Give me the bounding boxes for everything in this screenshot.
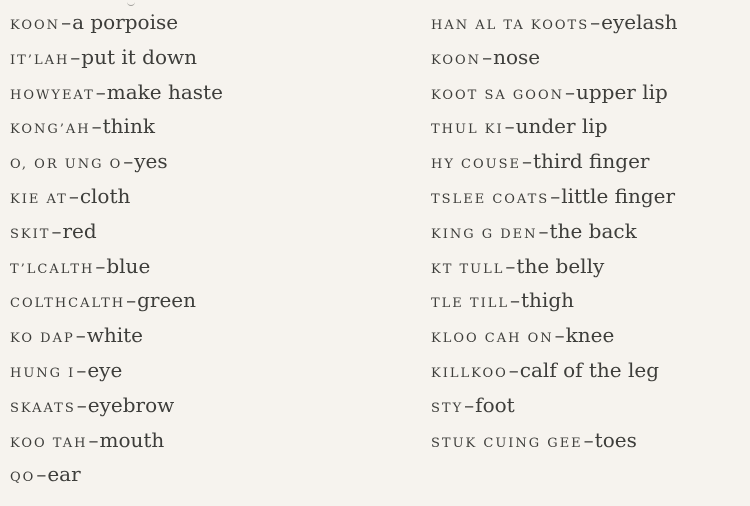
native-term: KILLKOO	[431, 365, 508, 381]
native-term: HOWYEAT	[10, 87, 95, 103]
separator-dash: –	[76, 357, 87, 382]
english-meaning: mouth	[99, 427, 165, 452]
english-meaning: knee	[565, 323, 615, 348]
glossary-entry	[431, 144, 678, 179]
glossary-entry	[10, 40, 223, 75]
glossary-entry	[431, 40, 678, 75]
native-term: KOON	[10, 18, 61, 33]
english-meaning: the back	[549, 218, 637, 243]
separator-dash: –	[70, 44, 81, 69]
separator-dash: –	[68, 183, 79, 208]
english-meaning: make haste	[106, 79, 223, 104]
glossary-entry	[10, 423, 223, 458]
separator-dash: –	[36, 462, 47, 487]
glossary-entry	[10, 75, 223, 110]
glossary-entry	[431, 423, 678, 458]
separator-dash: –	[76, 392, 87, 417]
native-term: HUNG I	[10, 365, 76, 381]
glossary-entry	[431, 353, 678, 388]
english-meaning: little finger	[561, 183, 676, 208]
separator-dash: –	[554, 323, 565, 348]
separator-dash: –	[95, 253, 106, 278]
native-term: KONG’AH	[10, 122, 91, 138]
separator-dash: –	[126, 288, 137, 313]
glossary-entry	[10, 179, 223, 214]
glossary-entry	[431, 214, 678, 249]
native-term: SKIT	[10, 226, 51, 242]
native-term: KOON	[431, 52, 482, 68]
native-term: TLE TILL	[431, 296, 509, 312]
native-term: KO DAP	[10, 331, 75, 347]
glossary-entry	[431, 5, 678, 40]
native-term: STUK CUING GEE	[431, 435, 583, 451]
separator-dash: –	[583, 427, 594, 452]
native-term: STY	[431, 400, 464, 416]
glossary-entry	[10, 388, 223, 423]
english-meaning: red	[62, 218, 97, 243]
separator-dash: –	[504, 114, 515, 139]
native-term: KING G DEN	[431, 226, 538, 242]
english-meaning: the belly	[516, 253, 605, 278]
english-meaning: cloth	[79, 183, 131, 208]
glossary-entry	[431, 179, 678, 214]
english-meaning: thigh	[521, 288, 574, 313]
glossary-entry	[431, 109, 678, 144]
glossary-entry	[431, 283, 678, 318]
separator-dash: –	[522, 149, 533, 174]
glossary-entry	[10, 457, 223, 492]
english-meaning: upper lip	[575, 79, 668, 104]
glossary-entry	[431, 249, 678, 284]
glossary-entry	[10, 283, 223, 318]
separator-dash: –	[51, 218, 62, 243]
glossary-entry	[431, 75, 678, 110]
separator-dash: –	[95, 79, 106, 104]
native-term: KOOT SA GOON	[431, 87, 564, 103]
native-term: KLOO CAH ON	[431, 331, 554, 347]
english-meaning: eyebrow	[87, 392, 175, 417]
right-glossary-column	[431, 0, 678, 457]
separator-dash: –	[564, 79, 575, 104]
glossary-entry	[10, 318, 223, 353]
separator-dash: –	[123, 149, 134, 174]
native-term: KIE AT	[10, 191, 68, 207]
native-term: THUL KI	[431, 122, 504, 138]
native-term: COLTHCALTH	[10, 296, 126, 312]
native-term: QO	[10, 470, 36, 486]
left-glossary-column	[10, 0, 223, 492]
english-meaning: under lip	[515, 114, 608, 139]
english-meaning: eye	[87, 357, 123, 382]
english-meaning: toes	[594, 427, 637, 452]
english-meaning: think	[102, 114, 155, 139]
separator-dash: –	[550, 183, 561, 208]
separator-dash: –	[88, 427, 99, 452]
glossary-entry	[10, 353, 223, 388]
separator-dash: –	[505, 253, 516, 278]
english-meaning: put it down	[81, 44, 198, 69]
glossary-entry	[10, 214, 223, 249]
native-term: IT’LAH	[10, 52, 70, 68]
native-term: HY COUSE	[431, 157, 522, 173]
english-meaning: nose	[493, 44, 541, 69]
separator-dash: –	[508, 357, 519, 382]
english-meaning: yes	[134, 149, 168, 174]
english-meaning: calf of the leg	[519, 357, 660, 382]
separator-dash: –	[510, 288, 520, 313]
glossary-entry	[10, 144, 223, 179]
separator-dash: –	[61, 10, 72, 34]
native-term: T’LCALTH	[10, 261, 95, 277]
glossary-entry	[10, 5, 223, 40]
separator-dash: –	[75, 323, 86, 348]
native-term: TSLEE COATS	[431, 191, 550, 207]
english-meaning: eyelash	[601, 10, 678, 34]
native-term: SKAATS	[10, 400, 76, 416]
native-term: O, OR UNG O	[10, 157, 123, 173]
english-meaning: green	[137, 288, 197, 313]
native-term: KT TULL	[431, 261, 505, 277]
glossary-entry	[10, 109, 223, 144]
english-meaning: blue	[106, 253, 151, 278]
english-meaning: ear	[47, 462, 81, 487]
english-meaning: a porpoise	[72, 10, 179, 34]
english-meaning: foot	[475, 392, 515, 417]
separator-dash: –	[91, 114, 102, 139]
native-term: HAN AL TA KOOTS	[431, 18, 590, 33]
separator-dash: –	[482, 44, 493, 69]
glossary-entry	[431, 388, 678, 423]
separator-dash: –	[590, 10, 601, 34]
glossary-entry	[431, 318, 678, 353]
separator-dash: –	[464, 392, 475, 417]
glossary-entry	[10, 249, 223, 284]
native-term: KOO TAH	[10, 435, 88, 451]
english-meaning: white	[86, 323, 143, 348]
separator-dash: –	[538, 218, 549, 243]
english-meaning: third finger	[533, 149, 650, 174]
